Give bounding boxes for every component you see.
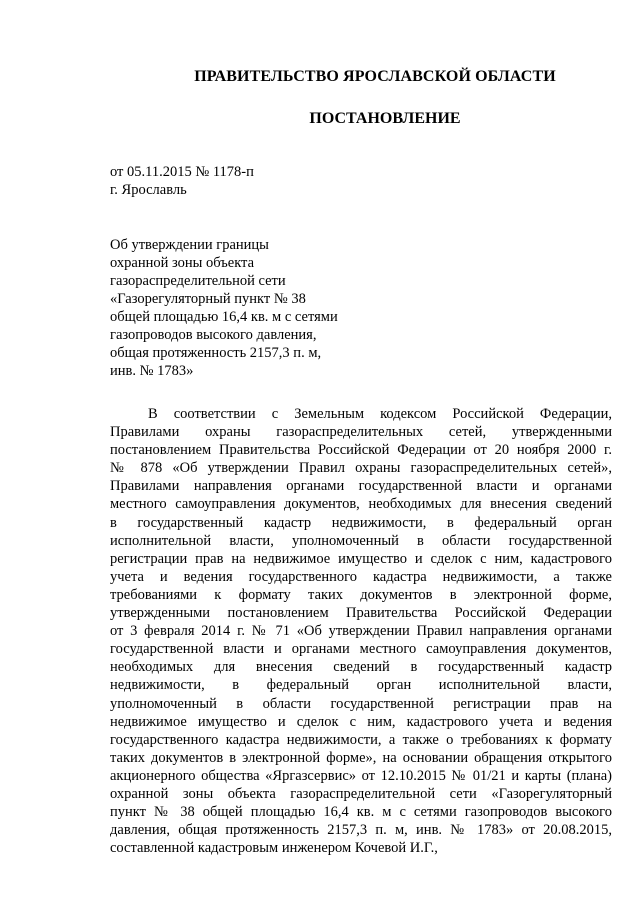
body-line: составленной кадастровым инженером Кочевой И.Г., — [110, 840, 438, 857]
body-line: недвижимое имущество и сделок с ним, кадастрового учета и ведения — [110, 713, 612, 730]
body-line: охранной зоны объекта газораспределительной сети «Газорегуляторный — [110, 785, 612, 802]
subject-line: «Газорегуляторный пункт № 38 — [110, 291, 306, 307]
body-line: местного самоуправления документов, необходимых для внесения сведений — [110, 496, 612, 513]
body-line: уполномоченный в области государственной регистрации прав на — [110, 695, 612, 712]
document-subject — [110, 236, 338, 380]
document-type-title: ПОСТАНОВЛЕНИЕ — [309, 110, 461, 127]
body-line: исполнительной власти, уполномоченный в области государственной — [110, 532, 612, 549]
body-line: В соответствии с Земельным кодексом Российской Федерации, — [148, 406, 612, 422]
body-line: утвержденными постановлением Правительства Российской Федерации — [110, 605, 612, 622]
body-line: требованиями к формату таких документов в электронной форме, — [110, 586, 612, 603]
date-number: от 05.11.2015 № 1178-п — [110, 164, 254, 180]
subject-line: инв. № 1783» — [110, 363, 194, 379]
body-line: государственной власти и органами местного самоуправления документов, — [110, 641, 612, 658]
body-paragraph — [110, 405, 612, 857]
subject-line: газораспределительной сети — [110, 273, 286, 289]
body-line: государственного кадастра недвижимости, а также о требованиях к формату — [110, 731, 612, 748]
subject-line: общей площадью 16,4 кв. м с сетями — [110, 309, 338, 325]
body-line: в государственный кадастр недвижимости, в федеральный орган — [110, 514, 612, 531]
body-line: Правилами направления органами государственной власти и органами — [110, 478, 612, 495]
body-line: учета и ведения государственного кадастра недвижимости, а также — [110, 568, 612, 585]
body-line: № 878 «Об утверждении Правил охраны газораспределительных сетей», — [110, 460, 612, 477]
subject-line: общая протяженность 2157,3 п. м, — [110, 345, 322, 361]
city: г. Ярославль — [110, 182, 187, 198]
document-meta — [110, 163, 254, 199]
organization-title: ПРАВИТЕЛЬСТВО ЯРОСЛАВСКОЙ ОБЛАСТИ — [194, 68, 556, 85]
subject-line: газопроводов высокого давления, — [110, 327, 317, 343]
body-line: недвижимости, в федеральный орган исполнительной власти, — [110, 677, 612, 694]
body-line: давления, общая протяженность 2157,3 п. м, инв. № 1783» от 20.08.2015, — [110, 822, 612, 839]
subject-line: охранной зоны объекта — [110, 255, 255, 271]
body-line: Правилами охраны газораспределительных сетей, утвержденными — [110, 424, 612, 441]
body-line: постановлением Правительства Российской Федерации от 20 ноября 2000 г. — [110, 442, 612, 459]
body-line: таких документов в электронной форме», на основании обращения открытого — [110, 749, 612, 766]
body-line: пункт № 38 общей площадью 16,4 кв. м с сетями газопроводов высокого — [110, 804, 612, 821]
body-line: от 3 февраля 2014 г. № 71 «Об утверждении Правил направления органами — [110, 623, 612, 640]
subject-line: Об утверждении границы — [110, 237, 269, 253]
body-line: акционерного общества «Яргазсервис» от 12.10.2015 № 01/21 и карты (плана) — [110, 767, 612, 784]
body-line: регистрации прав на недвижимое имущество и сделок с ним, кадастрового — [110, 550, 612, 567]
body-line: необходимых для внесения сведений в государственный кадастр — [110, 659, 612, 676]
